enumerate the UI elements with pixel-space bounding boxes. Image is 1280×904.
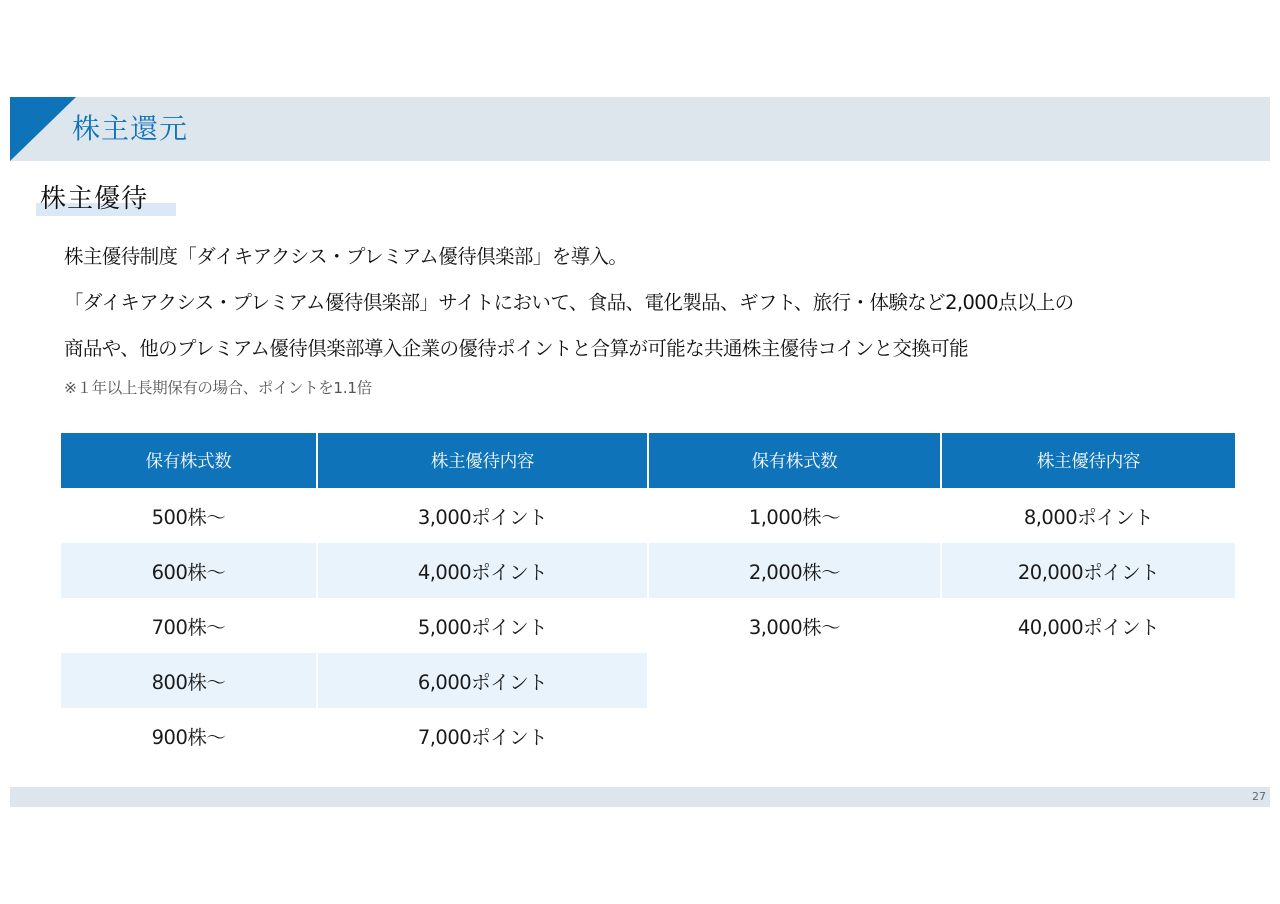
- intro-line-1: 株主優待制度「ダイキアクシス・プレミアム優待倶楽部」を導入。: [64, 245, 628, 268]
- shares-cell: 1,000株～: [649, 488, 941, 543]
- header-accent-triangle: [10, 97, 76, 161]
- shares-cell: 3,000株～: [649, 598, 941, 653]
- intro-line-3: 商品や、他のプレミアム優待倶楽部導入企業の優待ポイントと合算が可能な共通株主優待コインと交換可能: [64, 337, 969, 360]
- table-row: [61, 653, 647, 708]
- shares-cell: 2,000株～: [649, 543, 941, 598]
- points-cell: 4,000ポイント: [317, 543, 647, 598]
- shares-cell: 700株～: [61, 598, 317, 653]
- header-band: [10, 97, 1270, 161]
- header-benefit-content: 株主優待内容: [941, 433, 1235, 488]
- header-benefit-content: 株主優待内容: [317, 433, 647, 488]
- header-shares-held: 保有株式数: [649, 433, 941, 488]
- shares-cell: 800株～: [61, 653, 317, 708]
- section-title: 株主優待: [40, 184, 149, 214]
- benefit-table-left: [61, 433, 647, 763]
- page-title: 株主還元: [72, 112, 189, 145]
- table-row: [61, 488, 647, 543]
- table-row: [649, 598, 1235, 653]
- points-cell: 3,000ポイント: [317, 488, 647, 543]
- table-row: [61, 708, 647, 763]
- points-cell: 8,000ポイント: [941, 488, 1235, 543]
- intro-line-2: 「ダイキアクシス・プレミアム優待倶楽部」サイトにおいて、食品、電化製品、ギフト、旅行・体験など2,000点以上の: [64, 291, 1074, 314]
- table-row: [649, 543, 1235, 598]
- points-cell: 40,000ポイント: [941, 598, 1235, 653]
- points-cell: 6,000ポイント: [317, 653, 647, 708]
- table-row: [61, 598, 647, 653]
- long-term-holding-note: ※１年以上長期保有の場合、ポイントを1.1倍: [64, 379, 372, 397]
- shares-cell: 900株～: [61, 708, 317, 763]
- page-number: 27: [1252, 790, 1266, 803]
- shares-cell: 500株～: [61, 488, 317, 543]
- header-shares-held: 保有株式数: [61, 433, 317, 488]
- table-header-row: [649, 433, 1235, 488]
- table-row: [61, 543, 647, 598]
- points-cell: 5,000ポイント: [317, 598, 647, 653]
- benefit-table-right: [649, 433, 1235, 653]
- table-header-row: [61, 433, 647, 488]
- footer-band: [10, 787, 1270, 807]
- points-cell: 20,000ポイント: [941, 543, 1235, 598]
- points-cell: 7,000ポイント: [317, 708, 647, 763]
- shares-cell: 600株～: [61, 543, 317, 598]
- table-row: [649, 488, 1235, 543]
